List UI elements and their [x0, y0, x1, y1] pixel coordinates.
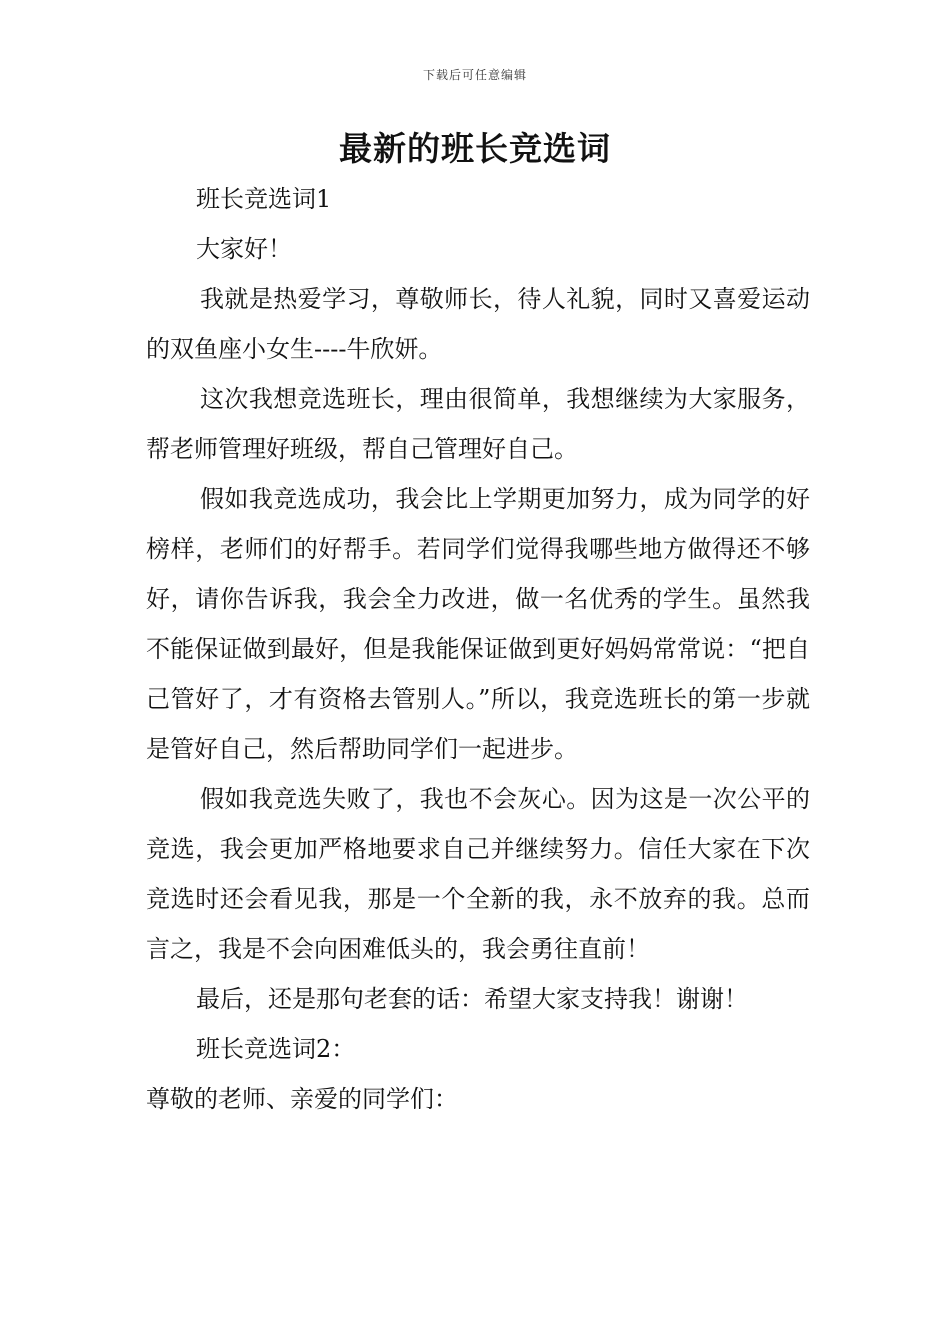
greeting: 大家好！ [196, 235, 292, 263]
header-note: 下载后可任意编辑 [422, 68, 527, 82]
paragraph-intro: 我就是热爱学习，尊敬师长，待人礼貌，同时又喜爱运动的双鱼座小女生----牛欣妍。 [146, 285, 810, 363]
section-heading-2: 班长竞选词2： [196, 1035, 356, 1063]
salutation: 尊敬的老师、亲爱的同学们： [146, 1085, 458, 1113]
document-body [146, 174, 810, 1124]
paragraph-if-success: 假如我竞选成功，我会比上学期更加努力，成为同学的好榜样，老师们的好帮手。若同学们觉得我哪些地方做得还不够好，请你告诉我，我会全力改进，做一名优秀的学生。虽然我不能保证做到最好，但是我能保证做到更好妈妈常常说：“把自己管好了，才有资格去管别人。”所以，我竞选班长的第一步就是管好自己，然后帮助同学们一起进步。 [146, 485, 810, 763]
section-heading-1: 班长竞选词1 [196, 185, 332, 213]
paragraph-closing: 最后，还是那句老套的话：希望大家支持我！谢谢！ [196, 985, 748, 1013]
document-title: 最新的班长竞选词 [339, 129, 611, 168]
paragraph-if-fail: 假如我竞选失败了，我也不会灰心。因为这是一次公平的竞选，我会更加严格地要求自己并继续努力。信任大家在下次竞选时还会看见我，那是一个全新的我，永不放弃的我。总而言之，我是不会向困难低头的，我会勇往直前！ [146, 785, 810, 963]
paragraph-reason: 这次我想竞选班长，理由很简单，我想继续为大家服务，帮老师管理好班级，帮自己管理好自己。 [146, 385, 810, 463]
